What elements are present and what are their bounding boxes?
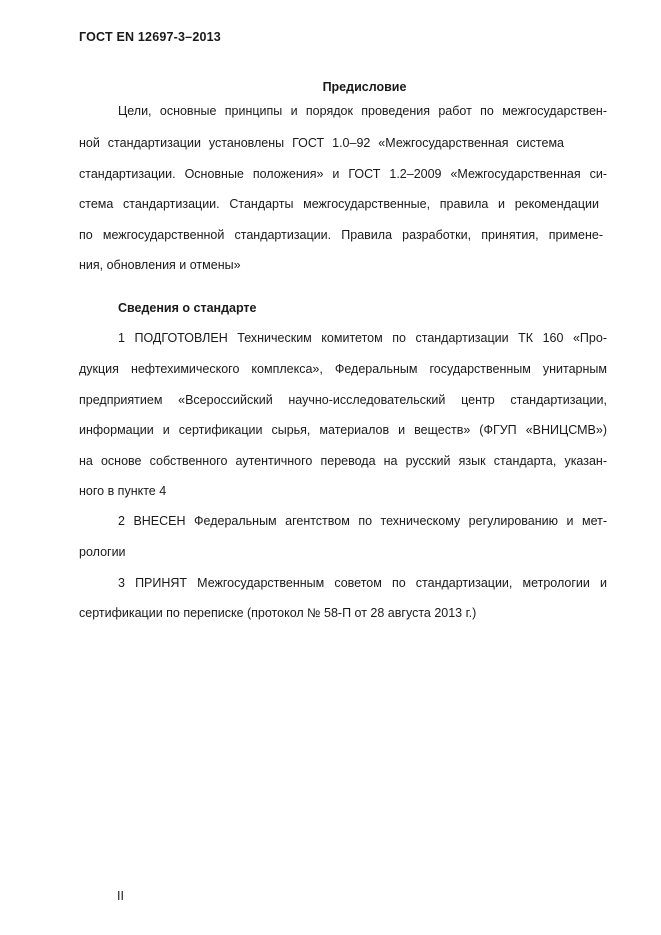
item1-line: 1 ПОДГОТОВЛЕН Техническим комитетом по стандартизации ТК 160 «Про-: [118, 331, 607, 345]
item1-line: на основе собственного аутентичного перевода на русский язык стандарта, указан-: [79, 454, 607, 468]
document-code-header: ГОСТ EN 12697-3–2013: [79, 30, 221, 44]
item1-line: ного в пункте 4: [79, 484, 167, 498]
item3-line: 3 ПРИНЯТ Межгосударственным советом по стандартизации, метрологии и: [118, 576, 607, 590]
item2-line: 2 ВНЕСЕН Федеральным агентством по техническому регулированию и мет-: [118, 514, 607, 528]
item3-line: сертификации по переписке (протокол № 58-П от 28 августа 2013 г.): [79, 606, 477, 620]
item2-line: рологии: [79, 545, 126, 559]
foreword-line: стема стандартизации. Стандарты межгосударственные, правила и рекомендации: [79, 197, 599, 211]
item1-line: предприятием «Всероссийский научно-исследовательский центр стандартизации,: [79, 393, 607, 407]
item1-line: дукция нефтехимического комплекса», Федеральным государственным унитарным: [79, 362, 607, 376]
foreword-line: по межгосударственной стандартизации. Правила разработки, принятия, примене-: [79, 228, 603, 242]
foreword-title: Предисловие: [322, 80, 407, 94]
item1-line: информации и сертификации сырья, материалов и веществ» (ФГУП «ВНИЦСМВ»): [79, 423, 607, 437]
foreword-line: ния, обновления и отмены»: [79, 258, 241, 272]
page-number: II: [117, 889, 124, 903]
foreword-line: ной стандартизации установлены ГОСТ 1.0–92 «Межгосударственная система: [79, 136, 564, 150]
foreword-line: Цели, основные принципы и порядок проведения работ по межгосударствен-: [118, 104, 607, 118]
standard-info-title: Сведения о стандарте: [118, 301, 257, 315]
foreword-line: стандартизации. Основные положения» и ГОСТ 1.2–2009 «Межгосударственная си-: [79, 167, 607, 181]
